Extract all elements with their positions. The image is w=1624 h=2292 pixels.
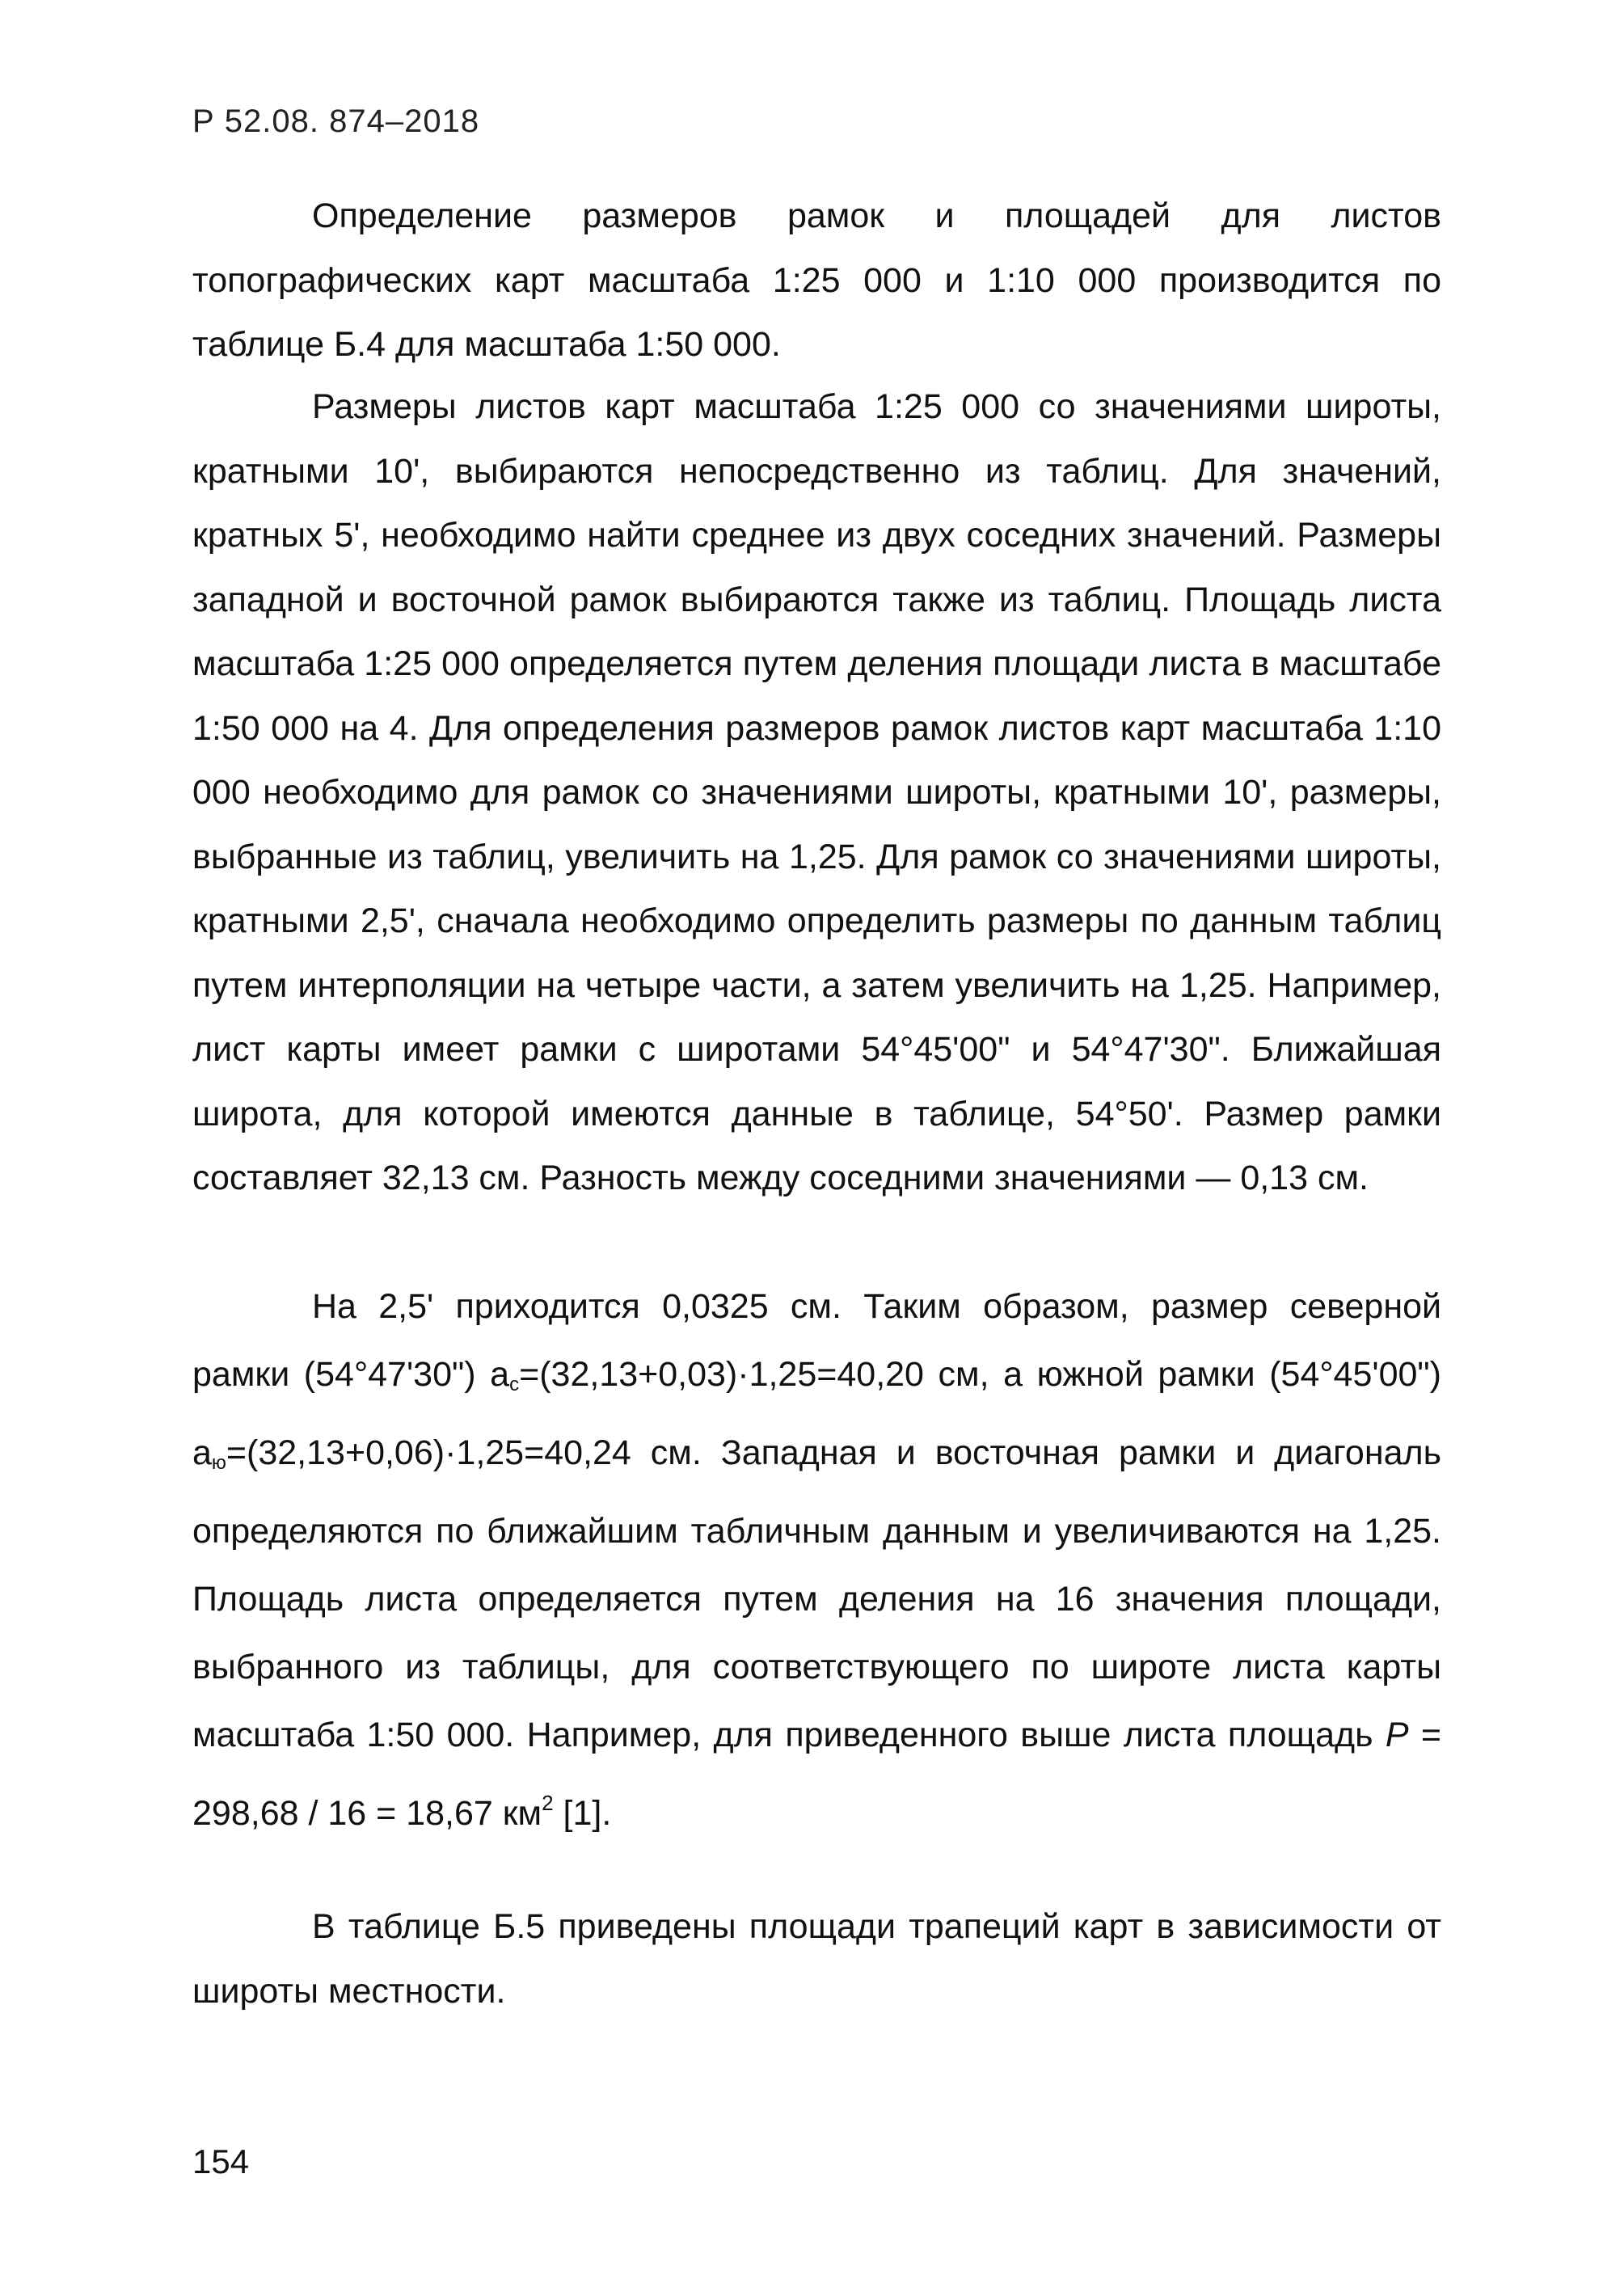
area-variable: P (1385, 1716, 1409, 1754)
paragraph-4-block (192, 1895, 1441, 2024)
subscript-yu: ю (211, 1452, 226, 1474)
paragraph-3-part-4: = 298,68 / 16 = 18,67 км (192, 1716, 1442, 1833)
page-number: 154 (192, 2142, 250, 2180)
paragraph-3-part-3: =(32,13+0,06)·1,25=40,24 см. Западная и восточная рамки и диагональ определяются по ближайшим табличным данным и увеличиваются на 1,25. Площадь листа определяется путем деления на 16 значения площади, выбранного из таблицы, для соответствующего по широте листа карты масштаба 1:50 000. Например, для приведенного выше листа площадь (192, 1433, 1441, 1754)
paragraph-1-block (192, 184, 1441, 378)
paragraph-3-part-5: [1]. (553, 1794, 612, 1833)
paragraph-4: В таблице Б.5 приведены площади трапеций карт в зависимости от широты местности. (192, 1907, 1441, 2011)
subscript-c: с (509, 1374, 520, 1395)
paragraph-3-block (192, 1273, 1441, 1847)
paragraph-1: Определение размеров рамок и площадей для листов топографических карт масштаба 1:25 000 и 1:10 000 производится по таблице Б.4 для масштаба 1:50 000. (192, 196, 1441, 364)
document-code-header: Р 52.08. 874–2018 (192, 103, 480, 139)
paragraph-3 (192, 1273, 1441, 1847)
paragraph-2: Размеры листов карт масштаба 1:25 000 со значениями широты, кратными 10', выбираются непосредственно из таблиц. Для значений, кратных 5', необходимо найти среднее из двух соседних значений. Размеры западной и восточной рамок выбираются также из таблиц. Площадь листа масштаба 1:25 000 определяется путем деления площади листа в масштабе 1:50 000 на 4. Для определения размеров рамок листов карт масштаба 1:10 000 необходимо для рамок со значениями широты, кратными 10', размеры, выбранные из таблиц, увеличить на 1,25. Для рамок со значениями широты, кратными 2,5', сначала необходимо определить размеры по данным таблиц путем интерполяции на четыре части, а затем увеличить на 1,25. Например, лист карты имеет рамки с широтами 54°45'00" и 54°47'30". Ближайшая широта, для которой имеются данные в таблице, 54°50'. Размер рамки составляет 32,13 см. Разность между соседними значениями — 0,13 см. (192, 387, 1441, 1197)
paragraph-2-block (192, 375, 1441, 1211)
paragraph-3-part-1: На 2,5' приходится 0,0325 см. Таким образом, размер северной рамки (54°47'30") a (192, 1287, 1441, 1394)
paragraph-3-part-2: =(32,13+0,03)·1,25=40,20 см, а южной рамки (54°45'00") a (192, 1355, 1442, 1472)
superscript-2: 2 (542, 1791, 554, 1815)
